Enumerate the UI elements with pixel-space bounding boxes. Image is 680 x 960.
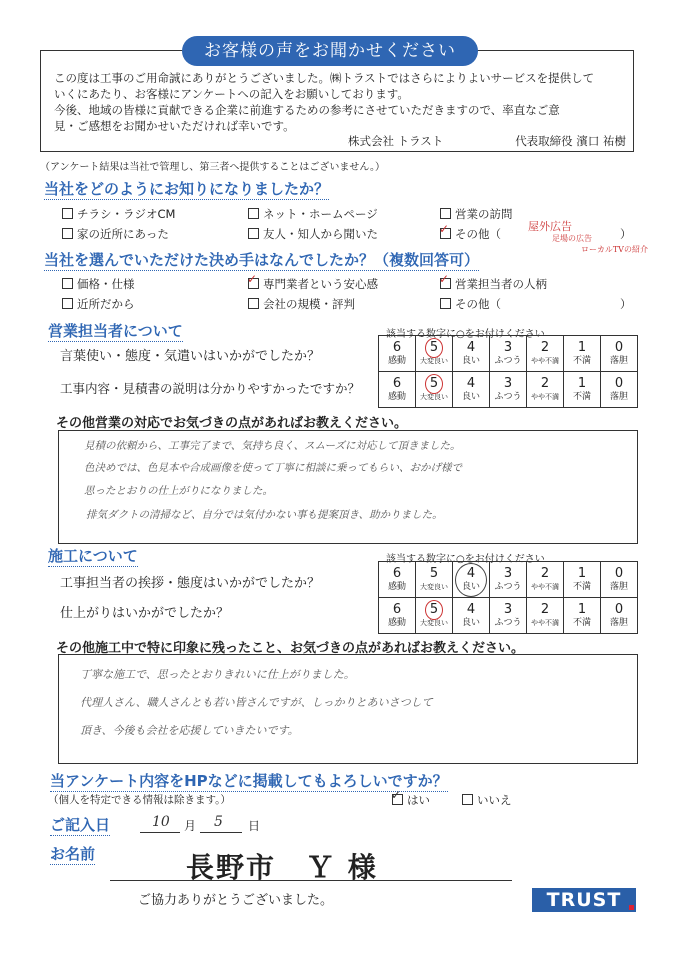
construction-comment-line: 頂き、今後も会社を応援していきたいです。 xyxy=(80,724,299,737)
handwritten-other: ローカルTVの紹介 xyxy=(581,245,648,254)
rating-number: 4 xyxy=(466,339,476,355)
rating-label: 大変良い xyxy=(420,618,448,627)
page-title: お客様の声をお聞かせください xyxy=(182,36,478,66)
rating-number: 4 xyxy=(466,375,476,391)
rating-table-sales xyxy=(378,335,638,408)
rating-cell-4[interactable] xyxy=(453,336,490,372)
rating-label: やや不満 xyxy=(531,392,559,401)
rating-label: 大変良い xyxy=(420,582,448,591)
intro-line: この度は工事のご用命誠にありがとうございました。㈱トラストではさらによりよいサービスを提供して xyxy=(54,71,595,85)
rating-number: 1 xyxy=(577,339,587,355)
rating-cell-3[interactable] xyxy=(490,372,527,408)
rating-cell-5[interactable] xyxy=(416,336,453,372)
rating-label: 大変良い xyxy=(420,356,448,365)
rating-label: 良い xyxy=(461,581,480,592)
rating-cell-0[interactable] xyxy=(601,336,638,372)
check-mark-icon: ✓ xyxy=(439,272,450,286)
rating-label: 感動 xyxy=(387,617,406,628)
check-mark-icon: ✓ xyxy=(247,272,258,286)
rating-number: 3 xyxy=(503,339,513,355)
month-line xyxy=(140,832,180,833)
closing-message: ご協力ありがとうございました。 xyxy=(138,893,334,908)
q2-option[interactable] xyxy=(62,296,135,312)
checkbox[interactable] xyxy=(62,298,73,309)
q2-option[interactable] xyxy=(248,296,355,312)
name-value[interactable]: 長野市 Ｙ 様 xyxy=(186,851,378,884)
rating-label: 不満 xyxy=(572,355,591,366)
option-label: 価格・仕様 xyxy=(77,277,135,291)
checkbox[interactable] xyxy=(248,228,259,239)
rating-cell-2[interactable] xyxy=(527,598,564,634)
rating-label: 落胆 xyxy=(609,391,628,402)
check-mark-icon: ✓ xyxy=(391,788,402,802)
intro-line: 今後、地域の皆様に貢献できる企業に前進するための参考にさせていただきますので、率直なご意 xyxy=(54,103,560,117)
rating-number: 0 xyxy=(614,339,624,355)
q2-option[interactable] xyxy=(62,276,135,292)
selected-circle-icon xyxy=(455,563,487,597)
rating-number: 5 xyxy=(429,601,439,617)
rating-cell-3[interactable] xyxy=(490,336,527,372)
rating-number: 3 xyxy=(503,565,513,581)
rating-label: 不満 xyxy=(572,581,591,592)
rating-hint: 該当する数字に○をお付けください xyxy=(386,329,545,340)
rating-number: 6 xyxy=(392,375,402,391)
option-label: いいえ xyxy=(477,793,512,807)
rating-label: 感動 xyxy=(387,355,406,366)
rating-cell-2[interactable] xyxy=(527,562,564,598)
rating-number: 4 xyxy=(466,601,476,617)
option-label: 近所だから xyxy=(77,297,135,311)
handwritten-other: 足場の広告 xyxy=(552,234,592,243)
option-label: 友人・知人から聞いた xyxy=(263,227,378,241)
q2-title: 当社を選んでいただけた決め手はなんでしたか？（複数回答可） xyxy=(44,251,480,269)
rating-number: 0 xyxy=(614,565,624,581)
rating-label: ふつう xyxy=(494,391,522,402)
rating-cell-0[interactable] xyxy=(601,562,638,598)
privacy-note: （アンケート結果は当社で管理し、第三者へ提供することはございません。） xyxy=(40,162,385,173)
sales-question-2: 工事内容・見積書の説明は分かりやすかったですか？ xyxy=(60,381,361,396)
intro-line: いくにあたり、お客様にアンケートへの記入をお願いしております。 xyxy=(54,87,409,101)
rating-number: 2 xyxy=(540,339,550,355)
q1-title: 当社をどのようにお知りになりましたか？ xyxy=(44,180,330,198)
rating-number: 0 xyxy=(614,375,624,391)
rating-number: 5 xyxy=(429,565,439,581)
q2-option[interactable] xyxy=(440,296,501,312)
option-label: チラシ・ラジオCM xyxy=(77,207,176,221)
rating-label: 良い xyxy=(461,355,480,366)
checkbox[interactable] xyxy=(248,298,259,309)
rating-cell-2[interactable] xyxy=(527,372,564,408)
q2-option[interactable] xyxy=(247,272,378,292)
name-label: お名前 xyxy=(50,845,96,863)
rating-cell-5[interactable] xyxy=(416,598,453,634)
rating-cell-2[interactable] xyxy=(527,336,564,372)
rating-label: やや不満 xyxy=(531,618,559,627)
rating-label: やや不満 xyxy=(531,582,559,591)
signature xyxy=(348,133,626,149)
construction-section-title: 施工について xyxy=(48,547,138,565)
rating-cell-1[interactable] xyxy=(564,372,601,408)
checkbox[interactable] xyxy=(62,278,73,289)
rating-label: 良い xyxy=(461,391,480,402)
rating-label: やや不満 xyxy=(531,356,559,365)
publish-question: 当アンケート内容をHPなどに掲載してもよろしいですか？ xyxy=(50,772,448,790)
rating-cell-6[interactable] xyxy=(379,598,416,634)
rating-cell-3[interactable] xyxy=(490,598,527,634)
day-value[interactable]: 5 xyxy=(214,814,223,830)
rating-cell-5[interactable] xyxy=(416,372,453,408)
rating-number: 6 xyxy=(392,339,402,355)
logo-dot-icon xyxy=(629,905,634,910)
sales-section-title: 営業担当者について xyxy=(48,322,183,340)
option-label: 営業の訪問 xyxy=(455,207,513,221)
rating-label: 不満 xyxy=(572,391,591,402)
sales-comment-line: 色決めでは、色見本や合成画像を使って丁寧に相談に乗ってもらい、おかげ様で xyxy=(84,462,462,474)
rating-number: 3 xyxy=(503,601,513,617)
rating-cell-4[interactable] xyxy=(453,562,490,598)
construction-comment-line: 丁寧な施工で、思ったとおりきれいに仕上がりました。 xyxy=(80,668,355,681)
representative-name: 代表取締役 濱口 祐樹 xyxy=(515,134,626,148)
rating-label: ふつう xyxy=(494,355,522,366)
rating-row xyxy=(379,562,638,598)
rating-number: 6 xyxy=(392,601,402,617)
name-line xyxy=(110,880,512,881)
rating-label: 落胆 xyxy=(609,355,628,366)
rating-cell-5[interactable] xyxy=(416,562,453,598)
rating-cell-0[interactable] xyxy=(601,598,638,634)
rating-cell-6[interactable] xyxy=(379,336,416,372)
rating-number: 1 xyxy=(577,375,587,391)
rating-cell-3[interactable] xyxy=(490,562,527,598)
option-label: 会社の規模・評判 xyxy=(263,297,355,311)
check-mark-icon: ✓ xyxy=(439,222,450,236)
q2-option[interactable] xyxy=(439,272,547,292)
intro-text xyxy=(54,70,624,134)
rating-number: 1 xyxy=(577,565,587,581)
publish-note: （個人を特定できる情報は除きます。） xyxy=(48,794,231,806)
rating-number: 5 xyxy=(429,339,439,355)
month-value[interactable]: 10 xyxy=(152,814,170,830)
rating-cell-4[interactable] xyxy=(453,598,490,634)
rating-hint: 該当する数字に○をお付けください xyxy=(386,554,545,565)
q1-option[interactable] xyxy=(248,206,378,222)
checkbox[interactable] xyxy=(248,208,259,219)
selected-circle-icon xyxy=(425,600,443,620)
rating-label: 良い xyxy=(461,617,480,628)
q1-option[interactable] xyxy=(62,206,175,222)
rating-label: 不満 xyxy=(572,617,591,628)
rating-number: 3 xyxy=(503,375,513,391)
publish-no-option[interactable] xyxy=(462,792,512,808)
sales-comment-prompt: その他営業の対応でお気づきの点があればお教えください。 xyxy=(56,416,408,431)
checkbox[interactable] xyxy=(62,208,73,219)
day-unit: 日 xyxy=(248,819,261,833)
q1-option[interactable] xyxy=(248,226,378,242)
q1-option-other[interactable] xyxy=(439,222,501,242)
rating-table-construction xyxy=(378,561,638,634)
rating-row xyxy=(379,598,638,634)
checkbox[interactable] xyxy=(62,228,73,239)
rating-number: 0 xyxy=(614,601,624,617)
rating-cell-1[interactable] xyxy=(564,336,601,372)
rating-cell-6[interactable] xyxy=(379,562,416,598)
logo-text: TRUST xyxy=(546,889,622,911)
handwritten-other: 屋外広告 xyxy=(528,220,572,233)
rating-cell-1[interactable] xyxy=(564,598,601,634)
checkbox[interactable] xyxy=(462,794,473,805)
rating-number: 2 xyxy=(540,565,550,581)
rating-row xyxy=(379,336,638,372)
sales-question-1: 言葉使い・態度・気遣いはいかがでしたか？ xyxy=(60,349,321,364)
sales-comment-line: 思ったとおりの仕上がりになりました。 xyxy=(84,485,273,497)
construction-question-1: 工事担当者の挨拶・態度はいかがでしたか？ xyxy=(60,576,321,591)
rating-number: 4 xyxy=(466,565,476,581)
rating-label: 落胆 xyxy=(609,581,628,592)
option-label: 家の近所にあった xyxy=(77,227,169,241)
sales-comment-line: 見積の依頼から、工事完了まで、気持ち良く、スムーズに対応して頂きました。 xyxy=(84,440,461,452)
construction-question-2: 仕上がりはいかがでしたか？ xyxy=(60,606,230,621)
rating-row xyxy=(379,372,638,408)
construction-comment-line: 代理人さん、職人さんとも若い皆さんですが、しっかりとあいさつして xyxy=(80,696,433,709)
rating-label: ふつう xyxy=(494,581,522,592)
q1-option[interactable] xyxy=(62,226,169,242)
option-label: その他（ xyxy=(455,227,501,241)
month-unit: 月 xyxy=(184,819,197,833)
rating-label: 大変良い xyxy=(420,392,448,401)
rating-cell-4[interactable] xyxy=(453,372,490,408)
selected-circle-icon xyxy=(425,338,443,358)
checkbox[interactable] xyxy=(440,208,451,219)
company-name: 株式会社 トラスト xyxy=(348,134,444,148)
option-label: ネット・ホームページ xyxy=(263,207,378,221)
option-label: 営業担当者の人柄 xyxy=(455,277,547,291)
publish-yes-option[interactable] xyxy=(391,788,430,808)
rating-label: 感動 xyxy=(387,581,406,592)
rating-number: 6 xyxy=(392,565,402,581)
sales-comment-line: 排気ダクトの清掃など、自分では気付かない事も提案頂き、助かりました。 xyxy=(86,509,443,521)
rating-cell-1[interactable] xyxy=(564,562,601,598)
trust-logo xyxy=(532,888,636,912)
rating-number: 5 xyxy=(429,375,439,391)
day-line xyxy=(200,832,242,833)
rating-cell-0[interactable] xyxy=(601,372,638,408)
option-label: はい xyxy=(407,793,430,807)
intro-line: 見・ご感想をお聞かせいただければ幸いです。 xyxy=(54,119,295,133)
selected-circle-icon xyxy=(425,374,443,394)
rating-number: 1 xyxy=(577,601,587,617)
paren-close: ） xyxy=(620,297,632,311)
date-label: ご記入日 xyxy=(50,816,111,834)
rating-label: 感動 xyxy=(387,391,406,402)
option-label: 専門業者という安心感 xyxy=(263,277,378,291)
checkbox[interactable] xyxy=(440,298,451,309)
rating-label: ふつう xyxy=(494,617,522,628)
rating-label: 落胆 xyxy=(609,617,628,628)
construction-comment-prompt: その他施工中で特に印象に残ったこと、お気づきの点があればお教えください。 xyxy=(56,641,525,656)
q1-option[interactable] xyxy=(440,206,513,222)
rating-cell-6[interactable] xyxy=(379,372,416,408)
paren-close: ） xyxy=(620,227,632,241)
rating-number: 2 xyxy=(540,601,550,617)
option-label: その他（ xyxy=(455,297,501,311)
rating-number: 2 xyxy=(540,375,550,391)
